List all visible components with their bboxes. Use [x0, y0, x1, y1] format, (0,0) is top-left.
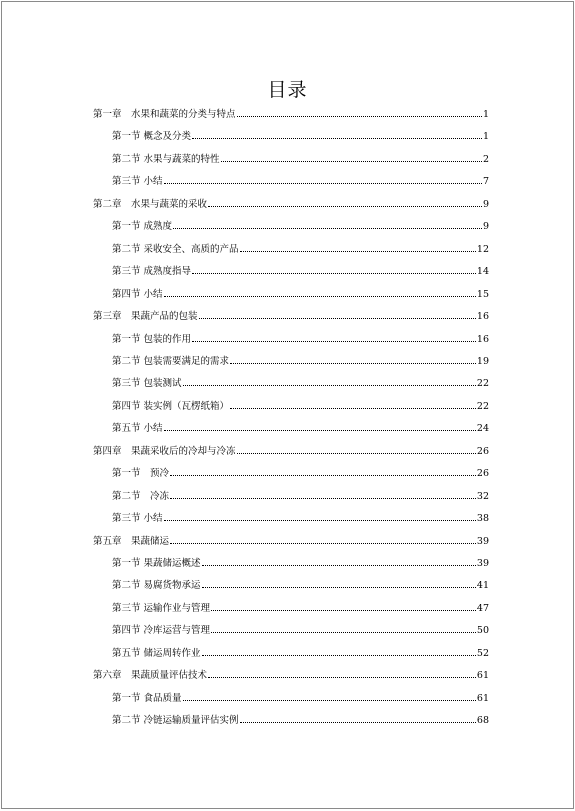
dot-leader	[240, 722, 476, 723]
toc-entry-title: 第一节 预冷	[112, 468, 170, 480]
toc-chapter-entry[interactable]	[93, 309, 489, 325]
toc-page-number: 9	[482, 221, 489, 233]
toc-section-entry[interactable]	[112, 578, 489, 594]
toc-section-entry[interactable]	[112, 511, 489, 527]
dot-leader	[202, 565, 476, 566]
dot-leader	[221, 161, 482, 162]
toc-chapter-entry[interactable]	[93, 444, 489, 460]
toc-entry-title: 第二节 水果与蔬菜的特性	[112, 153, 220, 165]
dot-leader	[164, 520, 476, 521]
toc-chapter-entry[interactable]	[93, 197, 489, 213]
dot-leader	[192, 341, 476, 342]
toc-section-entry[interactable]	[112, 332, 489, 348]
toc-section-entry[interactable]	[112, 646, 489, 662]
dot-leader	[192, 138, 482, 139]
toc-page-number: 41	[476, 580, 489, 592]
toc-entry-title: 第四节 冷库运营与管理	[112, 625, 211, 637]
toc-page-number: 1	[482, 131, 489, 143]
toc-page-number: 14	[476, 266, 489, 278]
toc-entry-title: 第六章 果蔬质量评估技术	[93, 670, 208, 682]
toc-page-number: 32	[476, 490, 489, 502]
toc-entry-title: 第三节 运输作业与管理	[112, 602, 211, 614]
dot-leader	[211, 632, 476, 633]
toc-section-entry[interactable]	[112, 152, 489, 168]
toc-entry-title: 第五章 果蔬储运	[93, 535, 170, 547]
dot-leader	[208, 206, 482, 207]
toc-entry-title: 第三节 小结	[112, 513, 163, 525]
toc-section-entry[interactable]	[112, 713, 489, 729]
toc-page-number: 26	[476, 468, 489, 480]
toc-entry-title: 第三节 成熟度指导	[112, 266, 192, 278]
toc-page-number: 61	[476, 692, 489, 704]
toc-section-entry[interactable]	[112, 264, 489, 280]
dot-leader	[202, 587, 476, 588]
toc-entry-title: 第一节 食品质量	[112, 692, 182, 704]
dot-leader	[164, 296, 476, 297]
dot-leader	[237, 453, 476, 454]
dot-leader	[183, 385, 476, 386]
toc-section-entry[interactable]	[112, 421, 489, 437]
toc-chapter-entry[interactable]	[93, 668, 489, 684]
dot-leader	[164, 183, 482, 184]
toc-page-number: 1	[482, 109, 489, 120]
toc-page-number: 19	[476, 355, 489, 367]
toc-section-entry[interactable]	[112, 242, 489, 258]
toc-entry-title: 第三章 果蔬产品的包装	[93, 311, 198, 323]
toc-entry-title: 第二节 冷冻	[112, 490, 170, 502]
toc-entry-title: 第五节 小结	[112, 423, 163, 435]
toc-entry-title: 第二章 水果与蔬菜的采收	[93, 198, 208, 210]
toc-page-number: 24	[476, 423, 489, 435]
toc-section-entry[interactable]	[112, 556, 489, 572]
dot-leader	[164, 430, 476, 431]
toc-entry-title: 第一节 概念及分类	[112, 131, 192, 143]
toc-page-number: 26	[476, 445, 489, 457]
toc-section-entry[interactable]	[112, 376, 489, 392]
toc-section-entry[interactable]	[112, 623, 489, 639]
toc-entry-title: 第一章 水果和蔬菜的分类与特点	[93, 109, 236, 120]
toc-entry-title: 第一节 成熟度	[112, 221, 173, 233]
dot-leader	[237, 116, 482, 117]
toc-entry-title: 第四节 小结	[112, 288, 163, 300]
toc-page-number: 52	[476, 647, 489, 659]
dot-leader	[199, 318, 476, 319]
toc-title: 目录	[267, 79, 308, 101]
toc-entry-title: 第二节 包装需要满足的需求	[112, 355, 230, 367]
toc-section-entry[interactable]	[112, 399, 489, 415]
toc-section-entry[interactable]	[112, 691, 489, 707]
dot-leader	[208, 677, 476, 678]
toc-chapter-entry[interactable]	[93, 534, 489, 550]
toc-entry-title: 第四节 装实例（瓦楞纸箱）	[112, 400, 230, 412]
toc-section-entry[interactable]	[112, 174, 489, 190]
toc-section-entry[interactable]	[112, 466, 489, 482]
toc-page-number: 38	[476, 513, 489, 525]
toc-section-entry[interactable]	[112, 219, 489, 235]
dot-leader	[202, 655, 476, 656]
toc-page-number: 9	[482, 198, 489, 210]
toc-entry-title: 第五节 储运周转作业	[112, 647, 201, 659]
toc-entry-title: 第一节 果蔬储运概述	[112, 558, 201, 569]
toc-page-number: 50	[476, 625, 489, 637]
toc-page-number: 7	[482, 176, 489, 188]
toc-entry-title: 第二节 冷链运输质量评估实例	[112, 715, 239, 727]
toc-page-number: 61	[476, 670, 489, 682]
toc-section-entry[interactable]	[112, 489, 489, 505]
toc-page-number: 16	[476, 311, 489, 323]
toc-section-entry[interactable]	[112, 129, 489, 145]
toc-page-number: 2	[482, 153, 489, 165]
toc-page-number: 68	[476, 715, 489, 727]
toc-page-number: 16	[476, 333, 489, 345]
toc-entry-title: 第二节 采收安全、高质的产品	[112, 243, 239, 255]
toc-entry-title: 第四章 果蔬采收后的冷却与冷冻	[93, 445, 236, 457]
toc-page-number: 47	[476, 602, 489, 614]
dot-leader	[183, 700, 476, 701]
toc-entry-title: 第二节 易腐货物承运	[112, 580, 201, 592]
toc-page-number: 15	[476, 288, 489, 300]
toc-page-number: 22	[476, 378, 489, 390]
toc-section-entry[interactable]	[112, 601, 489, 617]
dot-leader	[230, 363, 476, 364]
toc-page-number: 39	[476, 558, 489, 569]
dot-leader	[230, 408, 476, 409]
toc-section-entry[interactable]	[112, 354, 489, 370]
dot-leader	[192, 273, 476, 274]
toc-page-number: 12	[476, 243, 489, 255]
dot-leader	[170, 498, 476, 499]
toc-page-number: 22	[476, 400, 489, 412]
toc-section-entry[interactable]	[112, 287, 489, 303]
dot-leader	[170, 543, 476, 544]
dot-leader	[170, 475, 476, 476]
document-page	[1, 1, 574, 809]
toc-entry-title: 第三节 小结	[112, 176, 163, 188]
toc-chapter-entry[interactable]	[93, 107, 489, 123]
toc-page-number: 39	[476, 535, 489, 547]
toc-entry-title: 第一节 包装的作用	[112, 333, 192, 345]
toc-entry-title: 第三节 包装测试	[112, 378, 182, 390]
dot-leader	[173, 228, 482, 229]
dot-leader	[211, 610, 476, 611]
dot-leader	[240, 251, 476, 252]
